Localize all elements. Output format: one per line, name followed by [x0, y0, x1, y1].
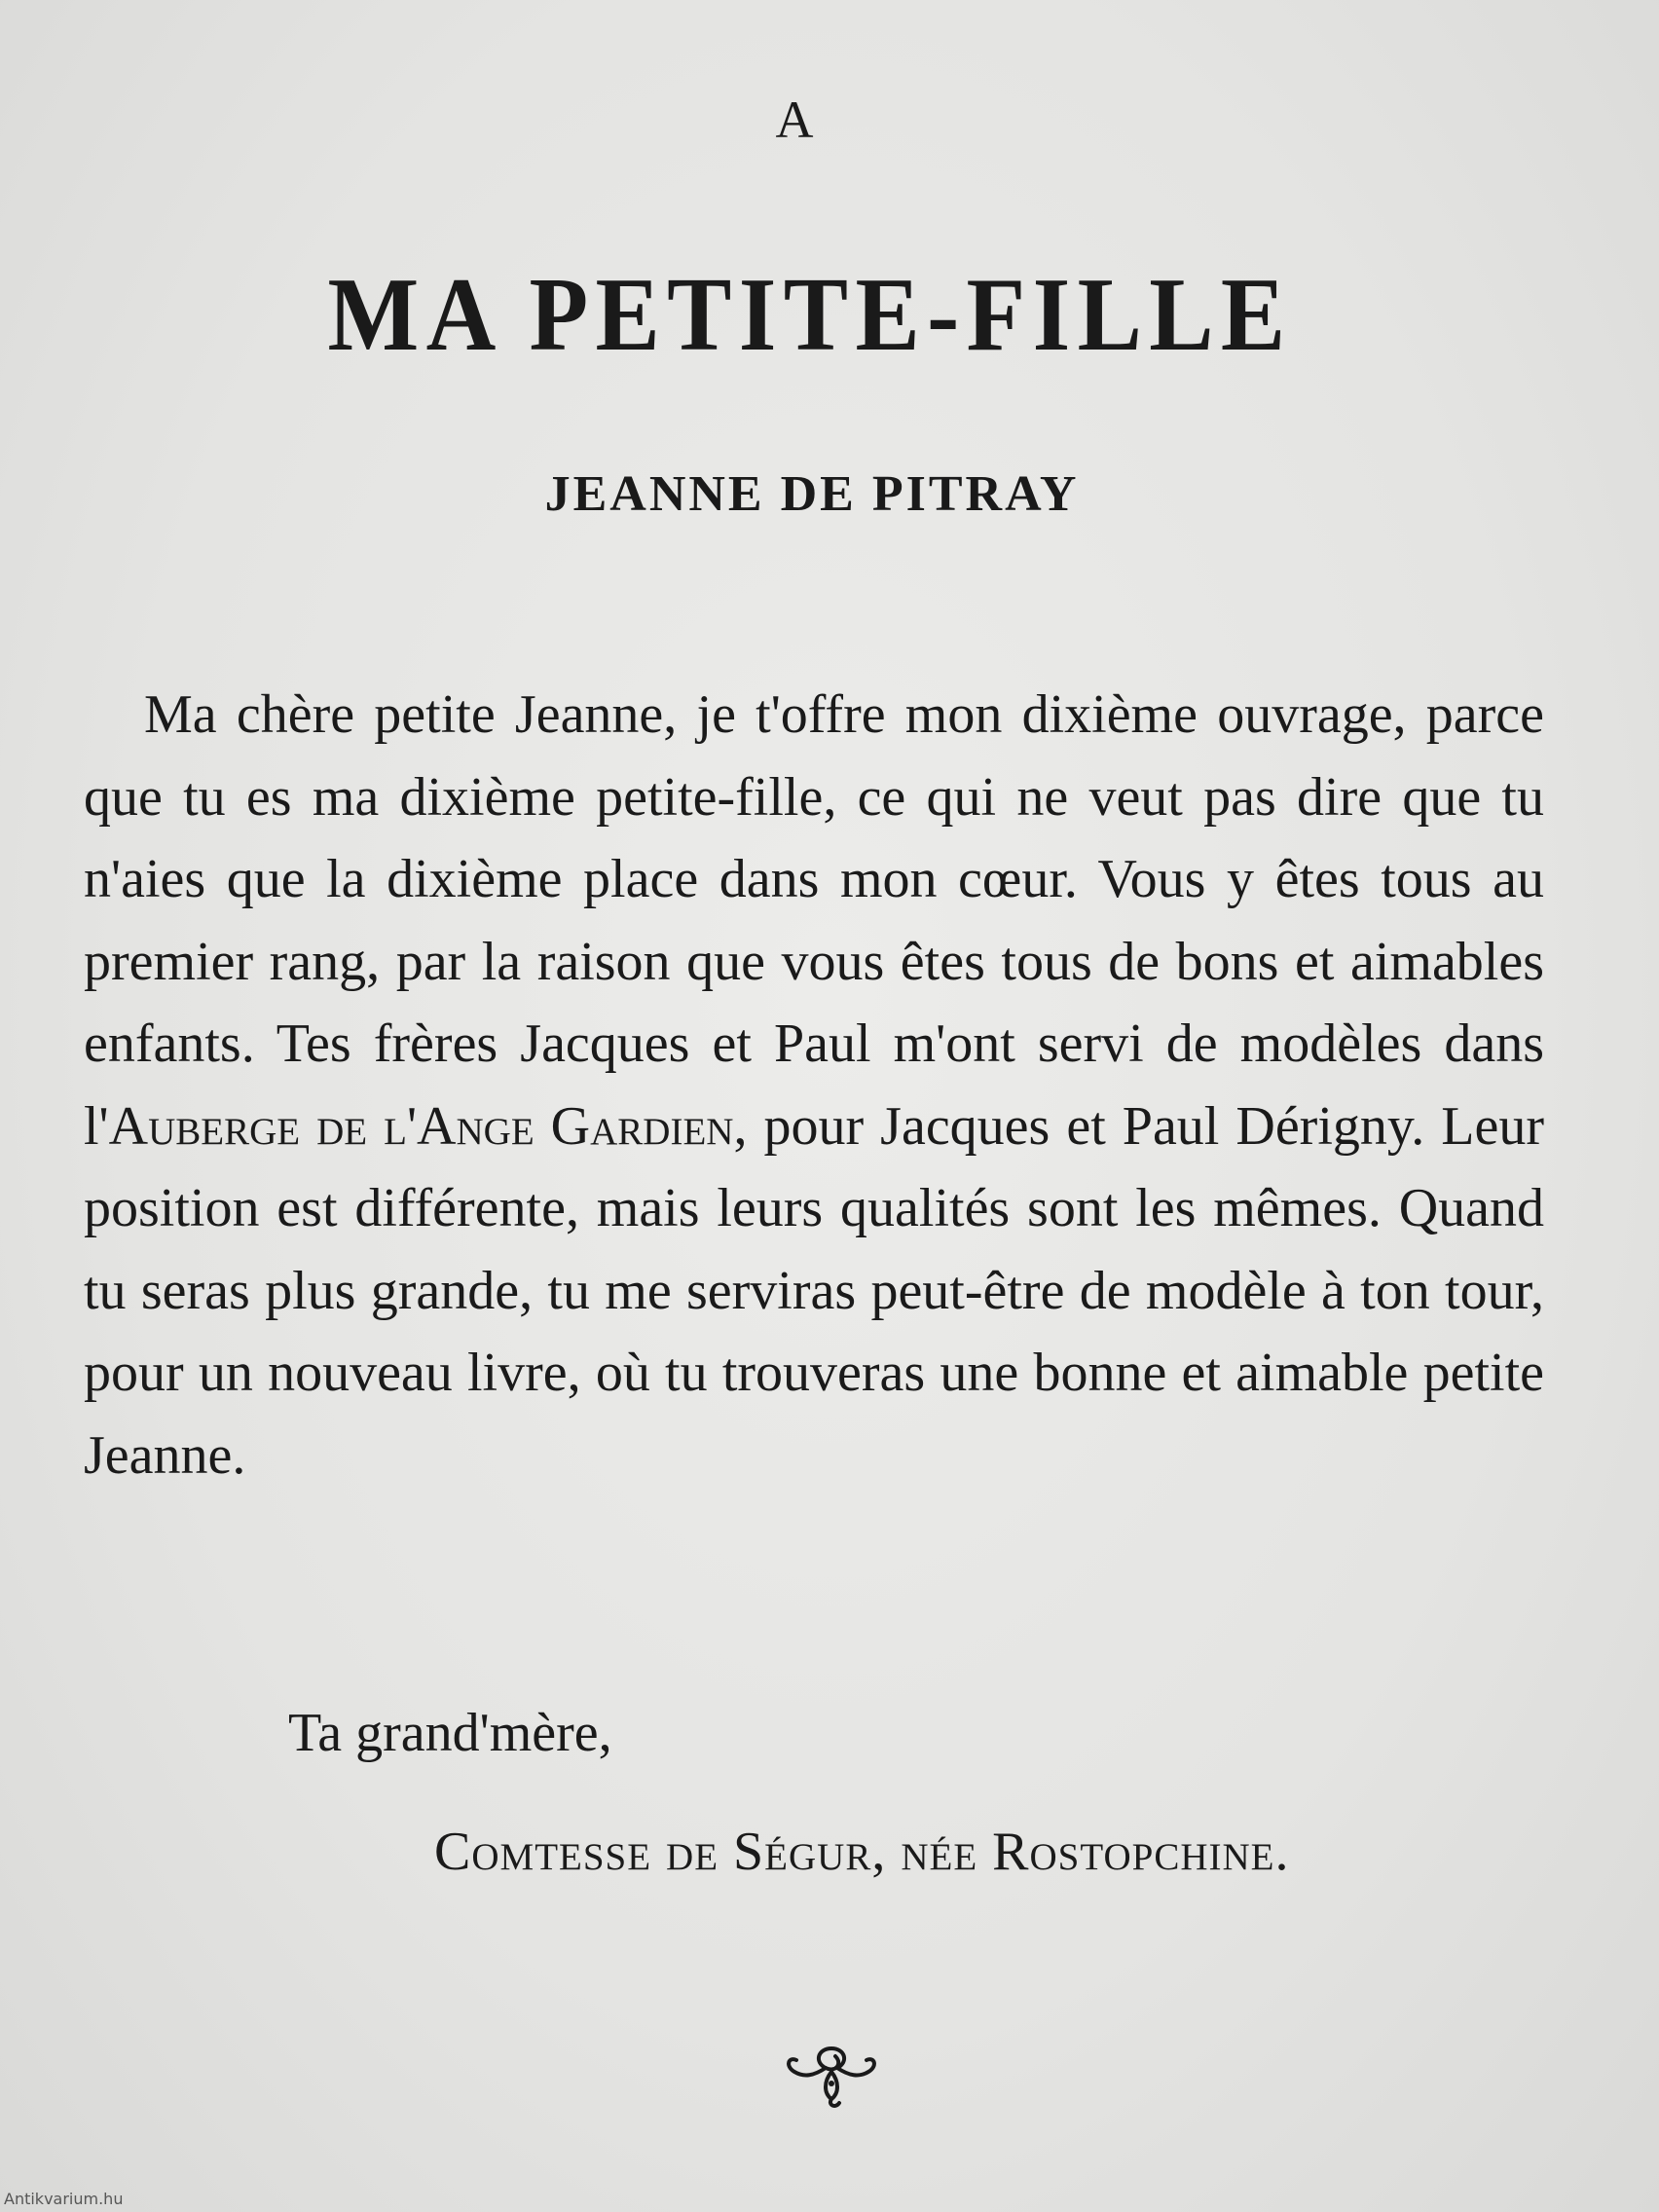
fleuron-ornament-icon	[771, 2043, 892, 2111]
page-title: MA PETITE-FILLE	[327, 257, 1293, 373]
author-signature: Comtesse de Ségur, née Rostopchine.	[434, 1822, 1290, 1882]
watermark-text: Antikvarium.hu	[4, 2190, 124, 2208]
book-title-reference: Auberge de l'Ange Gardien	[108, 1095, 734, 1157]
letter-closing: Ta grand'mère,	[288, 1703, 612, 1763]
dedicatee-name: JEANNE DE PITRAY	[544, 466, 1080, 522]
letter-text-part1: Ma chère petite Jeanne, je t'offre mon dixième ouvrage, parce que tu es ma dixième petite-fille, ce qui ne veut pas dire que tu n'aies que la dixième place dans mon cœur. Vous y êtes tous au premier rang, par la raison que vous êtes tous de bons et aimables enfants. Tes frères Jacques et Paul m'ont servi de modèles dans l'	[84, 684, 1544, 1157]
dedication-letter	[84, 674, 1544, 1496]
letter-text-part2: , pour Jacques et Paul Dérigny. Leur position est différente, mais leurs qualités sont les mêmes. Quand tu seras plus grande, tu me serviras peut-être de modèle à ton tour, pour un nouveau livre, où tu trouveras une bonne et aimable petite Jeanne.	[84, 1095, 1544, 1486]
dedication-prefix: A	[775, 91, 816, 149]
